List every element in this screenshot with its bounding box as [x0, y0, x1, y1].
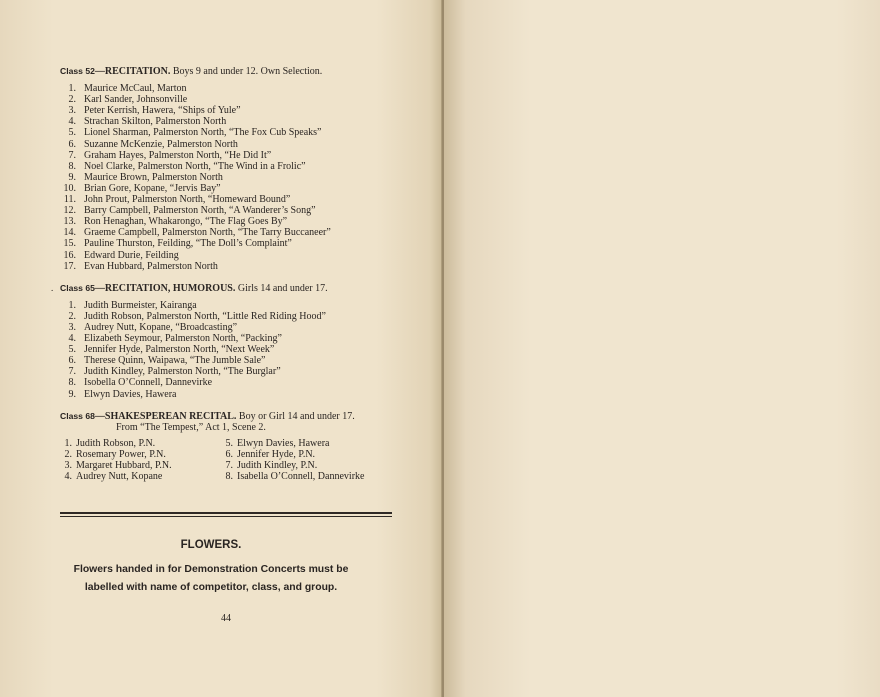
entry-row [60, 127, 395, 138]
entry-row [60, 355, 395, 366]
entry-text: Evan Hubbard, Palmerston North [84, 260, 218, 272]
entry-number: 8. [68, 377, 76, 389]
entry-number: 3. [68, 105, 76, 117]
entry-text: Jennifer Hyde, P.N. [237, 448, 316, 460]
entry-text: Brian Gore, Kopane, “Jervis Bay” [84, 182, 221, 194]
class-detail: Girls 14 and under 17. [235, 282, 328, 294]
entry-number: 4. [68, 333, 76, 345]
entries-column-left [60, 438, 221, 482]
entry-row [60, 261, 395, 272]
entry-number: 12. [63, 205, 76, 217]
entry-text: Judith Burmeister, Kairanga [84, 299, 197, 311]
entry-text: Peter Kerrish, Hawera, “Ships of Yule” [84, 105, 241, 117]
entry-row [221, 449, 386, 460]
entry-number: 4. [64, 471, 72, 483]
entry-text: Isobella O’Connell, Dannevirke [84, 377, 213, 389]
entry-number: 7. [68, 149, 76, 161]
class-65-section [51, 282, 395, 400]
entry-row [60, 449, 221, 460]
entry-number: 1. [68, 299, 76, 311]
flowers-heading: FLOWERS. [180, 539, 242, 551]
class-52-heading [60, 66, 395, 77]
entry-text: Graeme Campbell, Palmerston North, “The Tarry Buccaneer” [84, 227, 331, 239]
entry-text: Jennifer Hyde, Palmerston North, “Next Week” [84, 344, 275, 356]
entry-row [60, 183, 395, 194]
entry-text: Noel Clarke, Palmerston North, “The Wind in a Frolic” [84, 160, 306, 172]
entry-number: 4. [68, 116, 76, 128]
entry-number: 7. [225, 460, 233, 471]
entry-text: Pauline Thurston, Feilding, “The Doll’s Complaint” [84, 238, 292, 250]
entry-row [60, 377, 395, 388]
entry-number: 9. [68, 171, 76, 183]
entry-text: Judith Kindley, P.N. [237, 460, 318, 471]
entry-text: Elizabeth Seymour, Palmerston North, “Packing” [84, 333, 282, 345]
entry-text: Maurice Brown, Palmerston North [84, 171, 223, 183]
entry-number: 11. [63, 194, 76, 206]
entry-text: Ron Henaghan, Whakarongo, “The Flag Goes By” [84, 216, 288, 228]
entry-number: 6. [68, 138, 76, 150]
entry-number: 1. [64, 437, 72, 449]
entry-number: 14. [63, 227, 76, 239]
entry-number: 2. [68, 94, 76, 106]
flowers-notice-line: Flowers handed in for Demonstration Concerts must be [73, 564, 349, 575]
entry-number: 8. [68, 160, 76, 172]
class-65-entries [60, 300, 395, 400]
entry-row [60, 194, 395, 205]
entry-text: Judith Kindley, Palmerston North, “The Burglar” [84, 366, 281, 378]
class-title: —RECITATION, HUMOROUS. [94, 282, 236, 294]
entry-row [221, 460, 386, 471]
entry-text: Lionel Sharman, Palmerston North, “The Fox Cub Speaks” [84, 127, 322, 139]
entry-text: Elwyn Davies, Hawera [237, 437, 330, 449]
entry-number: 10. [63, 182, 76, 194]
entry-row [60, 250, 395, 261]
class-65-heading [51, 282, 395, 294]
right-page-blank [444, 0, 880, 697]
entry-row [60, 150, 395, 161]
entry-text: Judith Robson, P.N. [76, 437, 156, 449]
entry-number: 16. [63, 249, 76, 261]
entry-text: Margaret Hubbard, P.N. [76, 460, 172, 471]
entry-text: Karl Sander, Johnsonville [84, 94, 188, 106]
entry-row [60, 161, 395, 172]
entry-row [60, 94, 395, 105]
entry-row [60, 389, 395, 400]
entry-row [60, 344, 395, 355]
entry-row [60, 216, 395, 227]
entry-row [60, 238, 395, 249]
entry-text: Audrey Nutt, Kopane [76, 471, 163, 483]
entry-number: 17. [63, 260, 76, 272]
entry-text: Rosemary Power, P.N. [76, 448, 166, 460]
class-52-entries [60, 83, 395, 272]
entry-row [60, 460, 221, 471]
entry-row [60, 333, 395, 344]
entry-text: Therese Quinn, Waipawa, “The Jumble Sale” [84, 355, 266, 367]
class-label: Class 52 [60, 66, 95, 76]
class-68-heading [60, 411, 395, 422]
entry-number: 13. [63, 216, 76, 228]
class-label: Class 68 [60, 410, 95, 421]
entry-row [60, 311, 395, 322]
entry-number: 3. [68, 321, 76, 333]
entry-row [60, 300, 395, 311]
class-label: Class 65 [60, 282, 95, 293]
flowers-notice [52, 561, 370, 597]
entry-text: Graham Hayes, Palmerston North, “He Did It” [84, 149, 272, 161]
flowers-notice-line: labelled with name of competitor, class, and group. [84, 582, 338, 593]
entry-number: 5. [68, 127, 76, 139]
entry-row [60, 438, 221, 449]
entries-column-right [221, 438, 386, 482]
entry-number: 5. [225, 437, 233, 449]
entry-row [60, 227, 395, 238]
entry-text: John Prout, Palmerston North, “Homeward Bound” [84, 194, 291, 206]
entry-text: Barry Campbell, Palmerston North, “A Wanderer’s Song” [84, 205, 316, 217]
entry-number: 2. [64, 448, 72, 460]
class-detail: Boys 9 and under 12. Own Selection. [170, 66, 323, 77]
entry-row [60, 366, 395, 377]
class-52-section [60, 66, 395, 272]
entry-text: Audrey Nutt, Kopane, “Broadcasting” [84, 321, 238, 333]
entry-number: 7. [68, 366, 76, 378]
entry-number: 3. [64, 460, 72, 471]
class-detail: Boy or Girl 14 and under 17. [236, 410, 355, 422]
entry-text: Elwyn Davies, Hawera [84, 388, 177, 400]
entry-row [60, 322, 395, 333]
entry-number: 6. [225, 448, 233, 460]
entry-number: 5. [68, 344, 76, 356]
entry-text: Suzanne McKenzie, Palmerston North [84, 138, 238, 150]
entry-row [60, 105, 395, 116]
margin-mark: . [51, 282, 54, 293]
entry-row [60, 471, 221, 482]
entry-number: 1. [68, 83, 76, 95]
entry-text: Maurice McCaul, Marton [84, 83, 187, 95]
entry-row [221, 438, 386, 449]
class-title: —RECITATION. [94, 66, 171, 77]
entry-number: 2. [68, 310, 76, 322]
class-68-entries [60, 438, 395, 482]
entry-text: Strachan Skilton, Palmerston North [84, 116, 227, 128]
entry-number: 6. [68, 355, 76, 367]
entry-text: Judith Robson, Palmerston North, “Little Red Riding Hood” [84, 310, 326, 322]
double-rule-divider [60, 512, 392, 517]
entry-row [60, 172, 395, 183]
entry-row [60, 83, 395, 94]
entry-number: 8. [225, 471, 233, 483]
entry-row [60, 116, 395, 127]
class-68-section [60, 411, 395, 483]
entry-row [221, 471, 386, 482]
page-number: 44 [221, 613, 231, 624]
entry-row [60, 139, 395, 150]
class-title: —SHAKESPEREAN RECITAL. [94, 410, 237, 422]
entry-number: 15. [63, 238, 76, 250]
program-content [51, 66, 395, 483]
entry-row [60, 205, 395, 216]
entry-text: Edward Durie, Feilding [84, 249, 179, 261]
entry-text: Isabella O’Connell, Dannevirke [237, 471, 365, 483]
class-68-subtitle: From “The Tempest,” Act 1, Scene 2. [116, 421, 266, 433]
entry-number: 9. [68, 388, 76, 400]
